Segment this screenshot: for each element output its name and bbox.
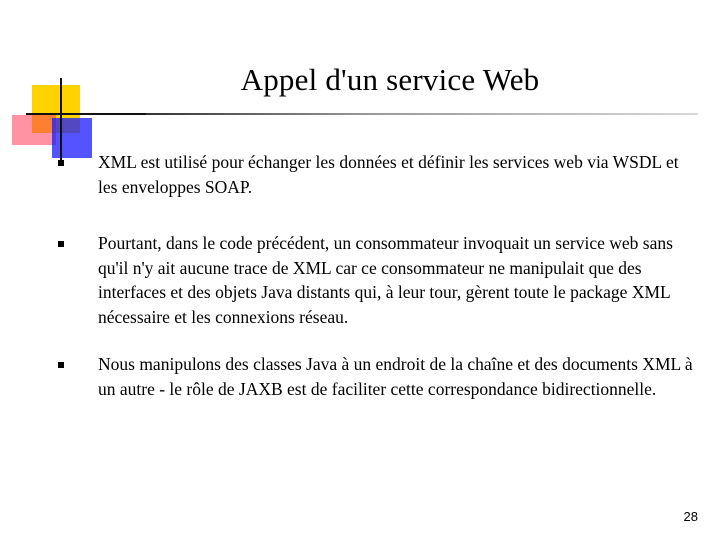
- title-divider-left: [26, 113, 146, 115]
- bullet-item: [56, 150, 696, 199]
- slide-title: Appel d'un service Web: [240, 62, 540, 97]
- page-number: 28: [683, 509, 698, 524]
- title-divider: [146, 113, 698, 115]
- square-bullet-icon: [58, 362, 64, 368]
- bullet-text: XML est utilisé pour échanger les données et définir les services web via WSDL et les enveloppes SOAP.: [98, 152, 679, 197]
- square-bullet-icon: [58, 160, 64, 166]
- bullet-text: Nous manipulons des classes Java à un endroit de la chaîne et des documents XML à un autre - le rôle de JAXB est de faciliter cette correspondance bidirectionnelle.: [98, 354, 693, 399]
- bullet-item: [56, 352, 696, 401]
- square-bullet-icon: [58, 241, 64, 247]
- logo-red-square: [12, 115, 56, 145]
- logo-vertical-line: [60, 78, 62, 160]
- bullet-list: [56, 150, 696, 433]
- bullet-item: [56, 231, 696, 329]
- bullet-text: Pourtant, dans le code précédent, un consommateur invoquait un service web sans qu'il n'y ait aucune trace de XML car ce consommateur ne manipulait que des interfaces et des objets Java distants qui, à leur tour, gèrent toute le package XML nécessaire et les connexions réseau.: [98, 233, 673, 327]
